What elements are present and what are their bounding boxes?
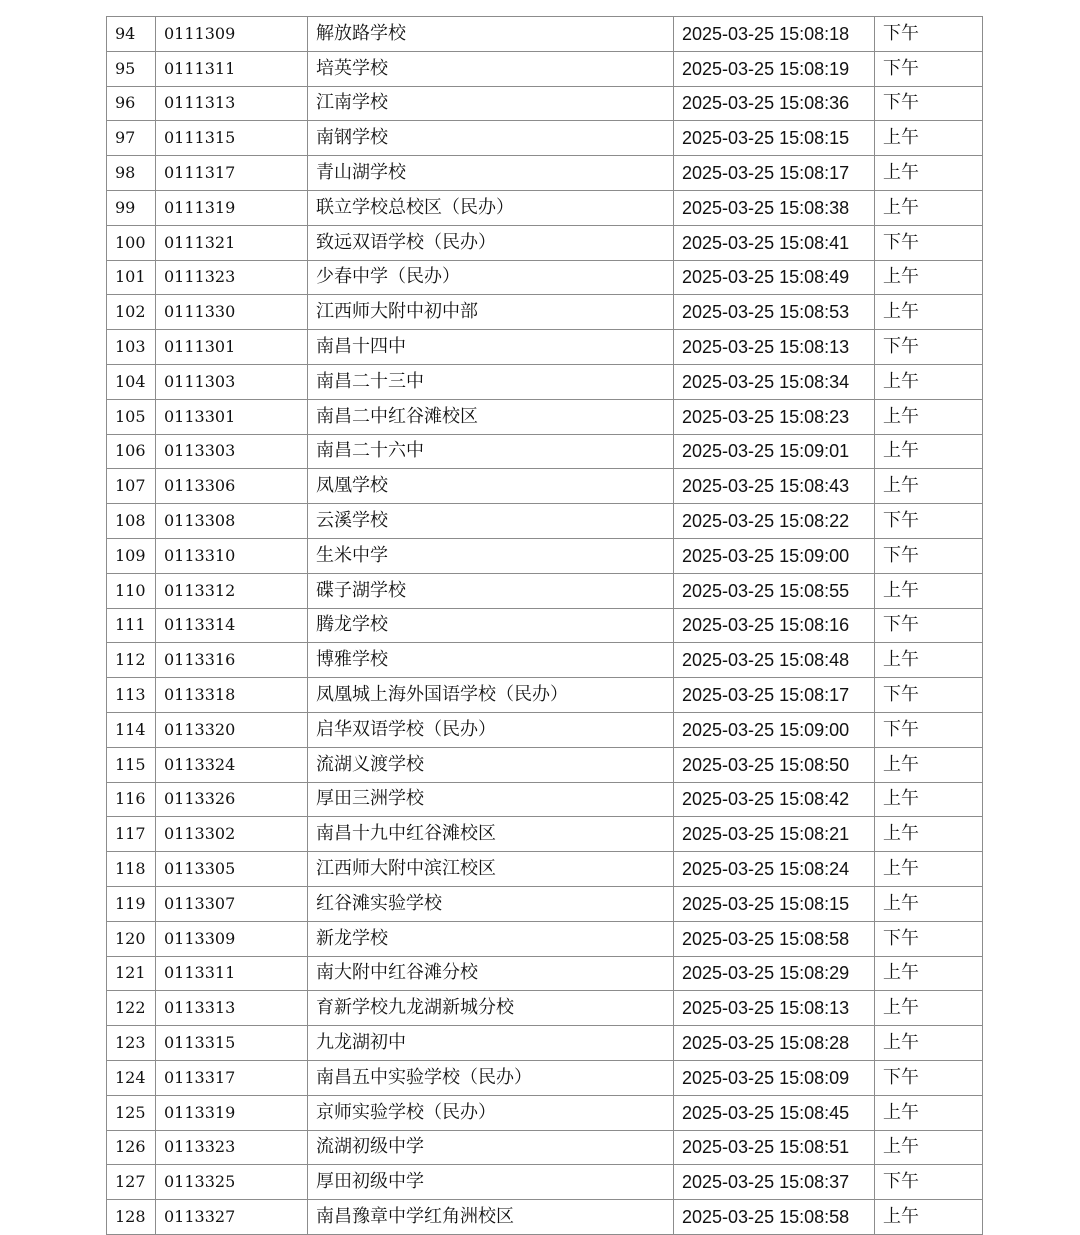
row-number-cell: 108: [107, 504, 156, 539]
table-row: [107, 608, 983, 643]
period-cell: 上午: [875, 852, 983, 887]
row-number-cell: 121: [107, 956, 156, 991]
period-cell: 上午: [875, 295, 983, 330]
table-row: [107, 51, 983, 86]
school-name-cell: 江西师大附中滨江校区: [308, 852, 674, 887]
school-name-cell: 南昌二中红谷滩校区: [308, 399, 674, 434]
table-row: [107, 434, 983, 469]
row-number-cell: 110: [107, 573, 156, 608]
school-name-cell: 育新学校九龙湖新城分校: [308, 991, 674, 1026]
period-cell: 上午: [875, 643, 983, 678]
timestamp-cell: 2025-03-25 15:08:49: [674, 260, 875, 295]
table-body: [107, 17, 983, 1235]
period-cell: 下午: [875, 86, 983, 121]
timestamp-cell: 2025-03-25 15:08:15: [674, 121, 875, 156]
school-code-cell: 0113314: [156, 608, 308, 643]
timestamp-cell: 2025-03-25 15:08:51: [674, 1130, 875, 1165]
timestamp-cell: 2025-03-25 15:08:29: [674, 956, 875, 991]
school-name-cell: 新龙学校: [308, 921, 674, 956]
table-row: [107, 678, 983, 713]
row-number-cell: 111: [107, 608, 156, 643]
period-cell: 上午: [875, 364, 983, 399]
school-code-cell: 0113324: [156, 747, 308, 782]
school-code-cell: 0113319: [156, 1095, 308, 1130]
school-code-cell: 0113311: [156, 956, 308, 991]
school-code-cell: 0113327: [156, 1200, 308, 1235]
row-number-cell: 102: [107, 295, 156, 330]
school-name-cell: 江南学校: [308, 86, 674, 121]
school-code-cell: 0111317: [156, 156, 308, 191]
table-row: [107, 712, 983, 747]
school-name-cell: 培英学校: [308, 51, 674, 86]
table-row: [107, 573, 983, 608]
school-name-cell: 博雅学校: [308, 643, 674, 678]
school-code-cell: 0113326: [156, 782, 308, 817]
table-row: [107, 399, 983, 434]
timestamp-cell: 2025-03-25 15:08:43: [674, 469, 875, 504]
school-name-cell: 厚田初级中学: [308, 1165, 674, 1200]
row-number-cell: 120: [107, 921, 156, 956]
period-cell: 上午: [875, 156, 983, 191]
table-row: [107, 1165, 983, 1200]
period-cell: 上午: [875, 434, 983, 469]
school-name-cell: 南昌二十三中: [308, 364, 674, 399]
table-row: [107, 156, 983, 191]
timestamp-cell: 2025-03-25 15:08:15: [674, 886, 875, 921]
period-cell: 上午: [875, 886, 983, 921]
school-code-cell: 0113325: [156, 1165, 308, 1200]
period-cell: 上午: [875, 1130, 983, 1165]
school-code-cell: 0113308: [156, 504, 308, 539]
table-row: [107, 1060, 983, 1095]
period-cell: 上午: [875, 260, 983, 295]
row-number-cell: 127: [107, 1165, 156, 1200]
row-number-cell: 116: [107, 782, 156, 817]
table-row: [107, 190, 983, 225]
period-cell: 下午: [875, 51, 983, 86]
school-name-cell: 云溪学校: [308, 504, 674, 539]
table-row: [107, 852, 983, 887]
table-row: [107, 643, 983, 678]
table-row: [107, 469, 983, 504]
school-name-cell: 南昌五中实验学校（民办）: [308, 1060, 674, 1095]
school-name-cell: 流湖义渡学校: [308, 747, 674, 782]
school-name-cell: 厚田三洲学校: [308, 782, 674, 817]
school-name-cell: 南钢学校: [308, 121, 674, 156]
timestamp-cell: 2025-03-25 15:08:24: [674, 852, 875, 887]
timestamp-cell: 2025-03-25 15:08:13: [674, 991, 875, 1026]
row-number-cell: 125: [107, 1095, 156, 1130]
school-code-cell: 0111319: [156, 190, 308, 225]
timestamp-cell: 2025-03-25 15:09:01: [674, 434, 875, 469]
school-name-cell: 联立学校总校区（民办）: [308, 190, 674, 225]
table-row: [107, 330, 983, 365]
school-name-cell: 流湖初级中学: [308, 1130, 674, 1165]
timestamp-cell: 2025-03-25 15:08:45: [674, 1095, 875, 1130]
school-code-cell: 0113315: [156, 1026, 308, 1061]
table-row: [107, 817, 983, 852]
school-code-cell: 0111315: [156, 121, 308, 156]
period-cell: 下午: [875, 1165, 983, 1200]
table-row: [107, 364, 983, 399]
period-cell: 上午: [875, 121, 983, 156]
school-code-cell: 0111301: [156, 330, 308, 365]
school-code-cell: 0113323: [156, 1130, 308, 1165]
table-row: [107, 921, 983, 956]
school-code-cell: 0113302: [156, 817, 308, 852]
table-row: [107, 17, 983, 52]
timestamp-cell: 2025-03-25 15:08:58: [674, 1200, 875, 1235]
timestamp-cell: 2025-03-25 15:08:19: [674, 51, 875, 86]
school-code-cell: 0113309: [156, 921, 308, 956]
row-number-cell: 107: [107, 469, 156, 504]
school-code-cell: 0113313: [156, 991, 308, 1026]
period-cell: 下午: [875, 678, 983, 713]
school-code-cell: 0111321: [156, 225, 308, 260]
timestamp-cell: 2025-03-25 15:08:58: [674, 921, 875, 956]
row-number-cell: 119: [107, 886, 156, 921]
period-cell: 下午: [875, 608, 983, 643]
school-code-cell: 0111313: [156, 86, 308, 121]
row-number-cell: 104: [107, 364, 156, 399]
table-row: [107, 504, 983, 539]
timestamp-cell: 2025-03-25 15:08:17: [674, 156, 875, 191]
period-cell: 上午: [875, 1026, 983, 1061]
timestamp-cell: 2025-03-25 15:08:48: [674, 643, 875, 678]
row-number-cell: 109: [107, 538, 156, 573]
timestamp-cell: 2025-03-25 15:08:42: [674, 782, 875, 817]
school-code-cell: 0113317: [156, 1060, 308, 1095]
period-cell: 上午: [875, 1200, 983, 1235]
table-row: [107, 1095, 983, 1130]
table-row: [107, 956, 983, 991]
table-row: [107, 747, 983, 782]
period-cell: 下午: [875, 225, 983, 260]
row-number-cell: 97: [107, 121, 156, 156]
timestamp-cell: 2025-03-25 15:08:50: [674, 747, 875, 782]
school-name-cell: 少春中学（民办）: [308, 260, 674, 295]
school-code-cell: 0111309: [156, 17, 308, 52]
timestamp-cell: 2025-03-25 15:08:13: [674, 330, 875, 365]
school-name-cell: 江西师大附中初中部: [308, 295, 674, 330]
school-name-cell: 京师实验学校（民办）: [308, 1095, 674, 1130]
school-name-cell: 青山湖学校: [308, 156, 674, 191]
table-row: [107, 538, 983, 573]
row-number-cell: 115: [107, 747, 156, 782]
school-name-cell: 九龙湖初中: [308, 1026, 674, 1061]
school-schedule-table: [106, 16, 983, 1235]
timestamp-cell: 2025-03-25 15:08:34: [674, 364, 875, 399]
timestamp-cell: 2025-03-25 15:08:18: [674, 17, 875, 52]
period-cell: 下午: [875, 921, 983, 956]
table-row: [107, 121, 983, 156]
table-row: [107, 86, 983, 121]
school-code-cell: 0113307: [156, 886, 308, 921]
table-row: [107, 1130, 983, 1165]
timestamp-cell: 2025-03-25 15:08:22: [674, 504, 875, 539]
row-number-cell: 126: [107, 1130, 156, 1165]
timestamp-cell: 2025-03-25 15:08:16: [674, 608, 875, 643]
school-name-cell: 腾龙学校: [308, 608, 674, 643]
timestamp-cell: 2025-03-25 15:08:41: [674, 225, 875, 260]
timestamp-cell: 2025-03-25 15:08:17: [674, 678, 875, 713]
row-number-cell: 98: [107, 156, 156, 191]
timestamp-cell: 2025-03-25 15:08:55: [674, 573, 875, 608]
timestamp-cell: 2025-03-25 15:08:36: [674, 86, 875, 121]
timestamp-cell: 2025-03-25 15:09:00: [674, 538, 875, 573]
school-name-cell: 碟子湖学校: [308, 573, 674, 608]
period-cell: 上午: [875, 190, 983, 225]
timestamp-cell: 2025-03-25 15:08:53: [674, 295, 875, 330]
timestamp-cell: 2025-03-25 15:08:21: [674, 817, 875, 852]
table-row: [107, 886, 983, 921]
period-cell: 下午: [875, 712, 983, 747]
row-number-cell: 105: [107, 399, 156, 434]
row-number-cell: 94: [107, 17, 156, 52]
row-number-cell: 95: [107, 51, 156, 86]
period-cell: 上午: [875, 1095, 983, 1130]
period-cell: 下午: [875, 17, 983, 52]
school-code-cell: 0113303: [156, 434, 308, 469]
row-number-cell: 112: [107, 643, 156, 678]
school-code-cell: 0111303: [156, 364, 308, 399]
table-row: [107, 1026, 983, 1061]
timestamp-cell: 2025-03-25 15:09:00: [674, 712, 875, 747]
timestamp-cell: 2025-03-25 15:08:37: [674, 1165, 875, 1200]
period-cell: 上午: [875, 469, 983, 504]
school-name-cell: 南大附中红谷滩分校: [308, 956, 674, 991]
school-name-cell: 致远双语学校（民办）: [308, 225, 674, 260]
period-cell: 上午: [875, 782, 983, 817]
row-number-cell: 103: [107, 330, 156, 365]
school-code-cell: 0113316: [156, 643, 308, 678]
period-cell: 上午: [875, 956, 983, 991]
table-row: [107, 295, 983, 330]
school-name-cell: 南昌十九中红谷滩校区: [308, 817, 674, 852]
timestamp-cell: 2025-03-25 15:08:28: [674, 1026, 875, 1061]
timestamp-cell: 2025-03-25 15:08:09: [674, 1060, 875, 1095]
row-number-cell: 123: [107, 1026, 156, 1061]
period-cell: 下午: [875, 538, 983, 573]
table-row: [107, 260, 983, 295]
school-name-cell: 生米中学: [308, 538, 674, 573]
row-number-cell: 114: [107, 712, 156, 747]
school-name-cell: 南昌十四中: [308, 330, 674, 365]
table-row: [107, 782, 983, 817]
school-name-cell: 凤凰学校: [308, 469, 674, 504]
period-cell: 上午: [875, 573, 983, 608]
table-row: [107, 991, 983, 1026]
period-cell: 上午: [875, 399, 983, 434]
table-row: [107, 1200, 983, 1235]
period-cell: 上午: [875, 747, 983, 782]
school-name-cell: 南昌二十六中: [308, 434, 674, 469]
period-cell: 下午: [875, 330, 983, 365]
row-number-cell: 99: [107, 190, 156, 225]
row-number-cell: 128: [107, 1200, 156, 1235]
row-number-cell: 117: [107, 817, 156, 852]
school-code-cell: 0113320: [156, 712, 308, 747]
row-number-cell: 106: [107, 434, 156, 469]
table-row: [107, 225, 983, 260]
school-code-cell: 0113305: [156, 852, 308, 887]
row-number-cell: 124: [107, 1060, 156, 1095]
school-code-cell: 0113312: [156, 573, 308, 608]
school-name-cell: 南昌豫章中学红角洲校区: [308, 1200, 674, 1235]
school-code-cell: 0113301: [156, 399, 308, 434]
school-name-cell: 凤凰城上海外国语学校（民办）: [308, 678, 674, 713]
row-number-cell: 100: [107, 225, 156, 260]
school-name-cell: 解放路学校: [308, 17, 674, 52]
period-cell: 下午: [875, 504, 983, 539]
school-code-cell: 0113318: [156, 678, 308, 713]
school-code-cell: 0111323: [156, 260, 308, 295]
school-name-cell: 红谷滩实验学校: [308, 886, 674, 921]
school-name-cell: 启华双语学校（民办）: [308, 712, 674, 747]
school-code-cell: 0113310: [156, 538, 308, 573]
timestamp-cell: 2025-03-25 15:08:38: [674, 190, 875, 225]
period-cell: 上午: [875, 991, 983, 1026]
school-code-cell: 0111330: [156, 295, 308, 330]
row-number-cell: 118: [107, 852, 156, 887]
row-number-cell: 101: [107, 260, 156, 295]
row-number-cell: 113: [107, 678, 156, 713]
period-cell: 上午: [875, 817, 983, 852]
period-cell: 下午: [875, 1060, 983, 1095]
row-number-cell: 96: [107, 86, 156, 121]
school-code-cell: 0111311: [156, 51, 308, 86]
row-number-cell: 122: [107, 991, 156, 1026]
school-code-cell: 0113306: [156, 469, 308, 504]
timestamp-cell: 2025-03-25 15:08:23: [674, 399, 875, 434]
